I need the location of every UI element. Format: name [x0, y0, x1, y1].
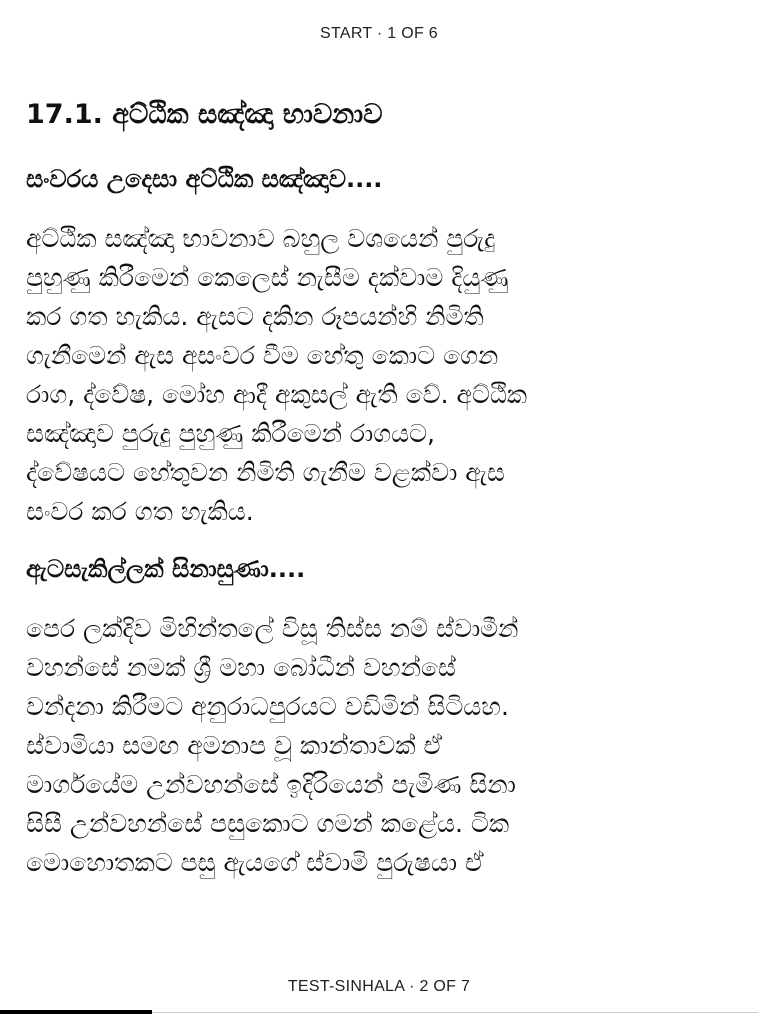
text-line: සිසී උන්වහන්සේ පසුකොට ගමන් කළේය. ටික — [26, 809, 510, 838]
text-line: පෙර ලක්දිව මිහින්තලේ විසූ තිස්ස නම් ස්වාමීන් — [26, 614, 519, 643]
text-line: අට්ඨික සඤ්ඤා භාවනාව බහුල වශයෙන් පුරුදු — [26, 224, 496, 253]
text-line: ද්වේෂයට හේතුවන නිමිති ගැනීම වළක්වා ඇස — [26, 458, 505, 487]
text-line: මොහොතකට පසු ඇයගේ ස්වාමි පුරුෂයා ඒ — [26, 848, 484, 877]
reader-page-content — [26, 95, 732, 920]
chapter-title: 17.1. අට්ඨික සඤ්ඤා භාවනාව — [26, 99, 383, 130]
text-line: රාග, ද්වේෂ, මෝහ ආදී අකුසල් ඇති වේ. අට්ඨික — [26, 380, 528, 409]
section-heading-skeleton: ඇටසැකිල්ලක් සිනාසුණා.... — [26, 555, 306, 583]
section-heading-restraint: සංවරය උදෙසා අට්ඨික සඤ්ඤාව.... — [26, 165, 383, 193]
text-line: සංවර කර ගත හැකිය. — [26, 497, 254, 526]
book-progress-footer: TEST-SINHALA · 2 OF 7 — [287, 978, 471, 995]
text-line: වන්දනා කිරීමට අනුරාධපුරයට වඩිමින් සිටියහ. — [26, 692, 509, 721]
text-line: පුහුණු කිරීමෙන් කෙලෙස් නැසීම දක්වාම දියුණු — [26, 263, 509, 292]
reading-progress-bar — [0, 1010, 152, 1014]
text-line: ස්වාමියා සමඟ අමනාප වූ කාන්තාවක් ඒ — [26, 731, 443, 760]
text-line: සඤ්ඤාව පුරුදු පුහුණු කිරීමෙන් රාගයට, — [26, 419, 435, 448]
text-line: ගැනීමෙන් ඇස අසංවර වීම හේතු කොට ගෙන — [26, 341, 499, 370]
paragraph-restraint — [26, 219, 732, 531]
text-line: මාර්ගයේම උන්වහන්සේ ඉදිරියෙන් පැමිණ සිනා — [26, 770, 516, 799]
chapter-progress-header: START · 1 OF 6 — [319, 25, 438, 42]
paragraph-skeleton — [26, 609, 732, 882]
text-line: කර ගත හැකිය. ඇසට දකින රූපයන්හි නිමිති — [26, 302, 484, 331]
text-line: වහන්සේ නමක් ශ්‍රී මහා බෝධීන් වහන්සේ — [26, 653, 456, 682]
